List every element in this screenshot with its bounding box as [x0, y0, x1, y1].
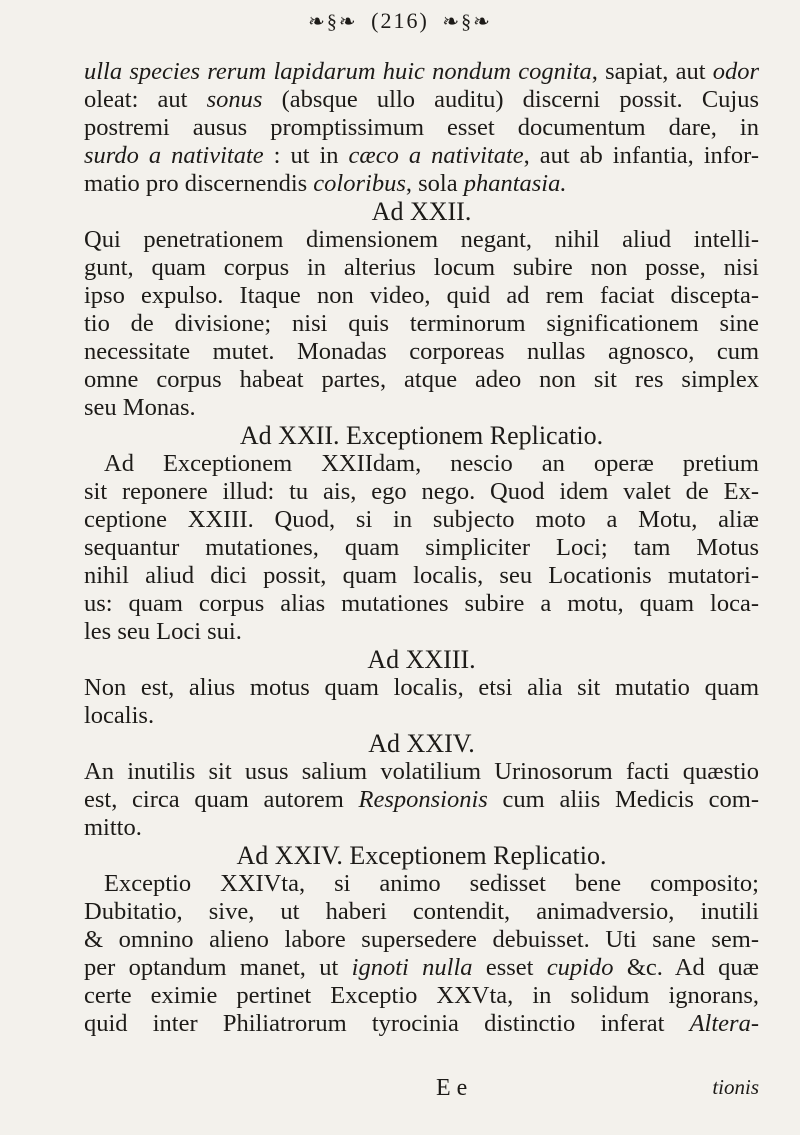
text-line	[84, 366, 759, 394]
text-run: omne corpus habeat partes, atque adeo non sit res simplex	[84, 366, 759, 393]
signature-mark: E e	[436, 1075, 468, 1101]
text-run: (absque ullo auditu) discerni possit. Cujus	[262, 86, 759, 113]
text-run: les seu Loci sui.	[84, 618, 242, 645]
text-line	[84, 758, 759, 786]
section-heading	[84, 422, 759, 450]
text-run: , sola	[405, 170, 464, 197]
text-line	[84, 282, 759, 310]
text-line	[84, 1010, 759, 1038]
text-line	[84, 618, 759, 646]
text-run: sequantur mutationes, quam simpliciter Loci; tam Motus	[84, 534, 759, 561]
text-run: ceptione XXIII. Quod, si in subjecto moto a Motu, aliæ	[84, 506, 759, 533]
text-run: Dubitatio, sive, ut haberi contendit, animadversio, inutili	[84, 898, 759, 925]
text-run: us: quam corpus alias mutationes subire a motu, quam loca-	[84, 590, 759, 617]
text-run: & omnino alieno labore supersedere debuisset. Uti sane sem-	[84, 926, 759, 953]
text-run: , aut ab infantia, infor-	[523, 142, 759, 169]
catchword: tionis	[712, 1075, 759, 1099]
text-run: ipso expulso. Itaque non video, quid ad rem faciat discepta-	[84, 282, 759, 309]
text-line	[84, 534, 759, 562]
section-heading	[84, 730, 759, 758]
text-run: Ad XXIV.	[368, 729, 475, 758]
body-text	[84, 58, 759, 1038]
text-run: tio de divisione; nisi quis terminorum significationem sine	[84, 310, 759, 337]
text-line	[84, 562, 759, 590]
text-line	[84, 226, 759, 254]
text-run: Qui penetrationem dimensionem negant, nihil aliud intelli-	[84, 226, 759, 253]
text-line	[84, 954, 759, 982]
text-line	[84, 310, 759, 338]
text-line	[84, 786, 759, 814]
text-run: sit reponere illud: tu ais, ego nego. Quod idem valet de Ex-	[84, 478, 759, 505]
text-line	[84, 142, 759, 170]
text-run: localis.	[84, 702, 155, 729]
section-heading	[84, 842, 759, 870]
text-run: esset	[472, 954, 547, 981]
text-run: seu Monas.	[84, 394, 196, 421]
text-run: Non est, alius motus quam localis, etsi alia sit mutatio quam	[84, 674, 759, 701]
text-run: est, circa quam autorem	[84, 786, 359, 813]
text-run: , sapiat, aut	[591, 58, 713, 85]
text-run: per optandum manet, ut	[84, 954, 352, 981]
italic-text: Responsionis	[358, 786, 488, 813]
text-line	[84, 478, 759, 506]
italic-text: coloribus	[313, 170, 406, 197]
text-run: Ad XXIV. Exceptionem Replicatio.	[236, 841, 607, 870]
text-line	[84, 590, 759, 618]
page-header	[0, 8, 800, 34]
text-run: quid inter Philiatrorum tyrocinia distinctio inferat	[84, 1010, 690, 1037]
text-line	[84, 702, 759, 730]
header-ornament-right: ❧§❧	[442, 11, 492, 33]
text-run: Ad XXII. Exceptionem Replicatio.	[239, 421, 604, 450]
header-ornament-left: ❧§❧	[308, 11, 358, 33]
text-run: certe eximie pertinet Exceptio XXVta, in solidum ignorans,	[84, 982, 759, 1009]
text-line	[84, 982, 759, 1010]
text-run: matio pro discernendis	[84, 170, 314, 197]
text-line	[84, 114, 759, 142]
text-run: : ut in	[263, 142, 349, 169]
text-run: An inutilis sit usus salium volatilium Urinosorum facti quæstio	[84, 758, 759, 785]
section-heading	[84, 646, 759, 674]
italic-text: cæco a nativitate	[348, 142, 524, 169]
text-line	[84, 674, 759, 702]
text-line	[84, 394, 759, 422]
text-run: nihil aliud dici possit, quam localis, seu Locationis mutatori-	[84, 562, 759, 589]
text-line	[84, 814, 759, 842]
text-line	[84, 450, 759, 478]
text-line	[84, 870, 759, 898]
text-run: necessitate mutet. Monadas corporeas nullas agnosco, cum	[84, 338, 759, 365]
italic-text: ulla species rerum lapidarum huic nondum cognita	[84, 58, 592, 85]
text-line	[84, 926, 759, 954]
italic-text: sonus	[206, 86, 263, 113]
text-run: gunt, quam corpus in alterius locum subire non posse, nisi	[84, 254, 759, 281]
text-run: Ad XXIII.	[367, 645, 476, 674]
text-run: Ad XXII.	[371, 197, 472, 226]
text-run: postremi ausus promptissimum esset documentum dare, in	[84, 114, 759, 141]
text-run: Exceptio XXIVta, si animo sedisset bene composito;	[104, 870, 759, 897]
text-run: mitto.	[84, 814, 142, 841]
text-line	[84, 898, 759, 926]
italic-text: cupido	[546, 954, 614, 981]
text-line	[84, 86, 759, 114]
text-run: Ad Exceptionem XXIIdam, nescio an operæ pretium	[104, 450, 759, 477]
italic-text: phantasia.	[463, 170, 567, 197]
text-line	[84, 338, 759, 366]
italic-text: odor	[712, 58, 759, 85]
text-line	[84, 254, 759, 282]
text-run: oleat: aut	[84, 86, 207, 113]
text-line	[84, 506, 759, 534]
italic-text: surdo a nativitate	[84, 142, 264, 169]
text-line	[84, 58, 759, 86]
italic-text: ignoti nulla	[351, 954, 473, 981]
text-run: &c. Ad quæ	[613, 954, 759, 981]
page-number: (216)	[371, 8, 429, 33]
text-line	[84, 170, 759, 198]
italic-text: Altera-	[689, 1010, 759, 1037]
text-run: cum aliis Medicis com-	[487, 786, 759, 813]
section-heading	[84, 198, 759, 226]
